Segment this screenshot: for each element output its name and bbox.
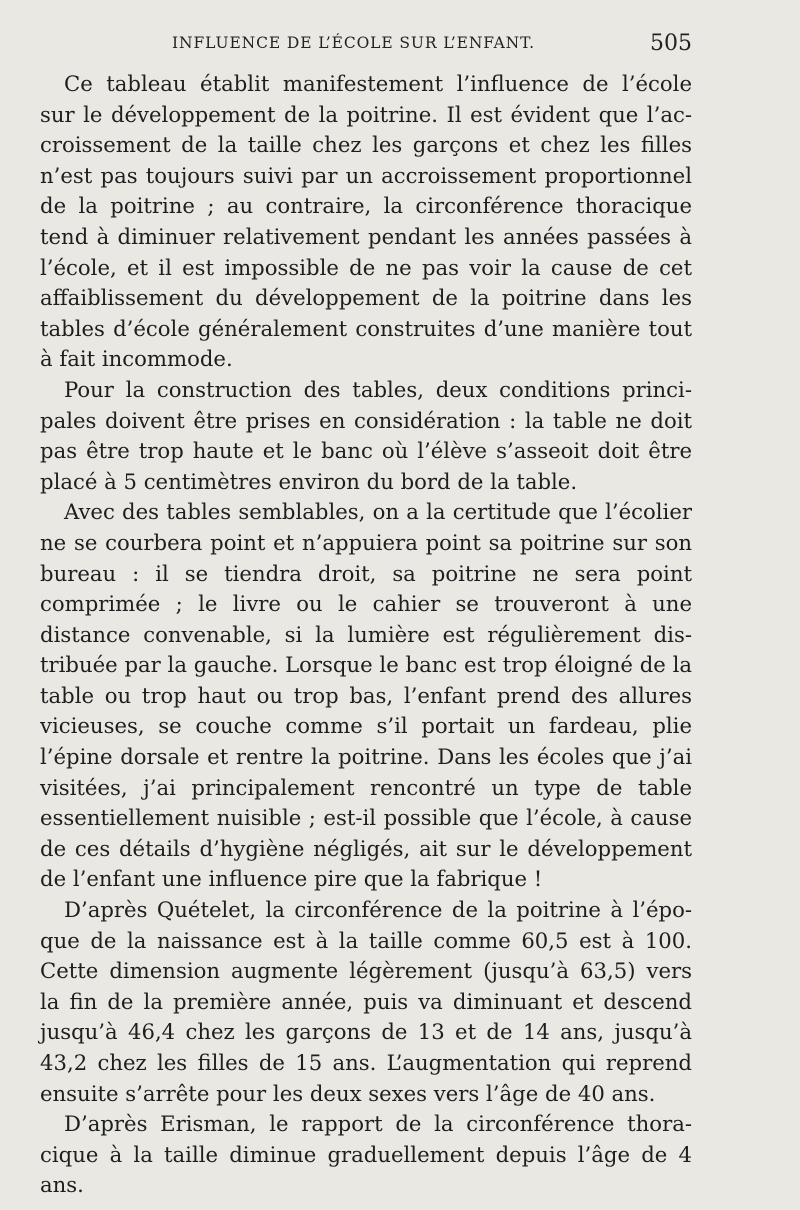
running-title: INFLUENCE DE L’ÉCOLE SUR L’ENFANT. — [172, 34, 535, 52]
body-text — [40, 69, 692, 1201]
paragraph-posture: Avec des tables semblables, on a la certitude que l’écolier ne se courbera point et n’appuiera point sa poitrine sur son bureau : il se tiendra droit, sa poitrine ne sera point comprimée ; le livre ou le cahier se trouveront à une distance convenable, si la lumière est régulièrement distribuée par la gauche. Lorsque le banc est trop éloigné de la table ou trop haut ou trop bas, l’enfant prend des allures vicieuses, se couche comme s’il portait un fardeau, plie l’épine dorsale et rentre la poitrine. Dans les écoles que j’ai visitées, j’ai principalement rencontré un type de table essentiellement nuisible ; est-il possible que l’école, à cause de ces détails d’hygiène négligés, ait sur le développement de l’enfant une influence pire que la fabrique ! — [40, 499, 692, 892]
running-head — [40, 31, 692, 58]
paragraph-erisman: D’après Erisman, le rapport de la circonférence thoracique à la taille diminue graduellement depuis l’âge de 4 ans. — [40, 1111, 692, 1198]
paragraph-quetelet: D’après Quételet, la circonférence de la poitrine à l’époque de la naissance est à la taille comme 60,5 est à 100. Cette dimension augmente légèrement (jusqu’à 63,5) vers la fin de la première année, puis va diminuant et descend jusqu’à 46,4 chez les garçons de 13 et de 14 ans, jusqu’à 43,2 chez les filles de 15 ans. L’augmentation qui reprend ensuite s’arrête pour les deux sexes vers l’âge de 40 ans. — [40, 897, 692, 1106]
paragraph-table-construction: Pour la construction des tables, deux conditions principales doivent être prises en considération : la table ne doit pas être trop haute et le banc où l’élève s’asseoit doit être placé à 5 centimètres environ du bord de la table. — [40, 376, 692, 494]
page-number: 505 — [650, 31, 692, 56]
paragraph-school-tables-influence: Ce tableau établit manifestement l’influence de l’école sur le développement de la poitrine. Il est évident que l’accroissement de la taille chez les garçons et chez les filles n’est pas toujours suivi par un accroissement proportionnel de la poitrine ; au contraire, la circonférence thoracique tend à diminuer relativement pendant les années passées à l’école, et il est impossible de ne pas voir la cause de cet affaiblissement du développement de la poitrine dans les tables d’école généralement construites d’une manière tout à fait incommode. — [40, 71, 692, 372]
